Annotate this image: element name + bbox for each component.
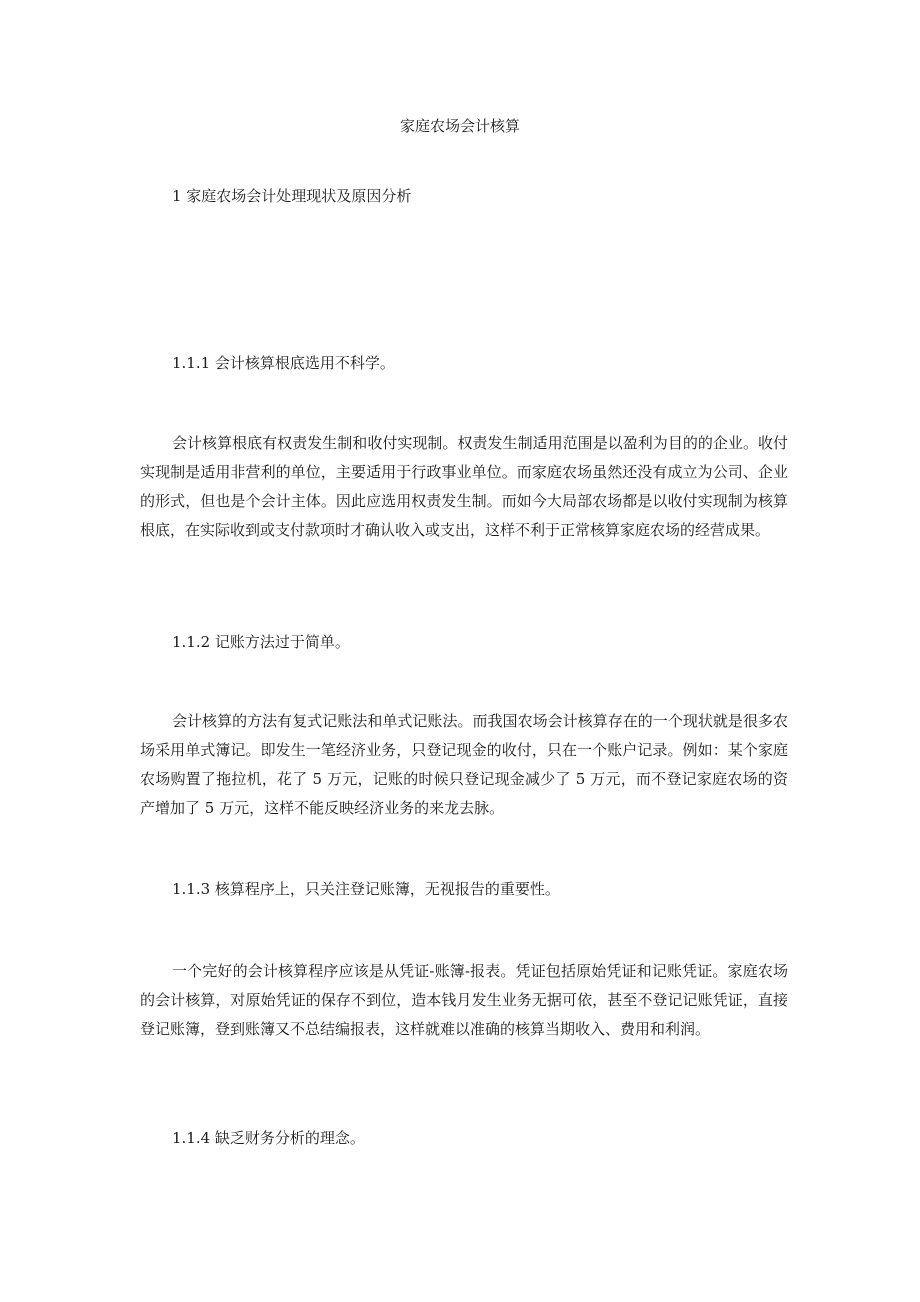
section-heading-1-1-2: 1.1.2 记账方法过于简单。 <box>172 633 350 651</box>
section-heading-1: 1 家庭农场会计处理现状及原因分析 <box>172 187 412 205</box>
section-heading-1-1-4: 1.1.4 缺乏财务分析的理念。 <box>172 1129 365 1147</box>
document-title: 家庭农场会计核算 <box>399 117 520 135</box>
section-heading-1-1-1: 1.1.1 会计核算根底选用不科学。 <box>172 354 395 372</box>
section-heading-1-1-3: 1.1.3 核算程序上，只关注登记账簿，无视报告的重要性。 <box>172 880 560 898</box>
paragraph-1-1-2: 会计核算的方法有复式记账法和单式记账法。而我国农场会计核算存在的一个现状就是很多农场采用单式簿记。即发生一笔经济业务，只登记现金的收付，只在一个账户记录。例如：某个家庭农场购置了拖拉机，花了 5 万元，记账的时候只登记现金减少了 5 万元，而不登记家庭农场的资产增加了 5 万元，这样不能反映经济业务的来龙去脉。 <box>140 712 788 817</box>
paragraph-1-1-1: 会计核算根底有权责发生制和收付实现制。权责发生制适用范围是以盈利为目的的企业。收付实现制是适用非营利的单位，主要适用于行政事业单位。而家庭农场虽然还没有成立为公司、企业的形式，但也是个会计主体。因此应选用权责发生制。而如今大局部农场都是以收付实现制为核算根底，在实际收到或支付款项时才确认收入或支出，这样不利于正常核算家庭农场的经营成果。 <box>140 434 788 539</box>
paragraph-1-1-3: 一个完好的会计核算程序应该是从凭证-账簿-报表。凭证包括原始凭证和记账凭证。家庭农场的会计核算，对原始凭证的保存不到位，造本钱月发生业务无据可依，甚至不登记记账凭证，直接登记账簿，登到账簿又不总结编报表，这样就难以准确的核算当期收入、费用和利润。 <box>140 962 788 1038</box>
